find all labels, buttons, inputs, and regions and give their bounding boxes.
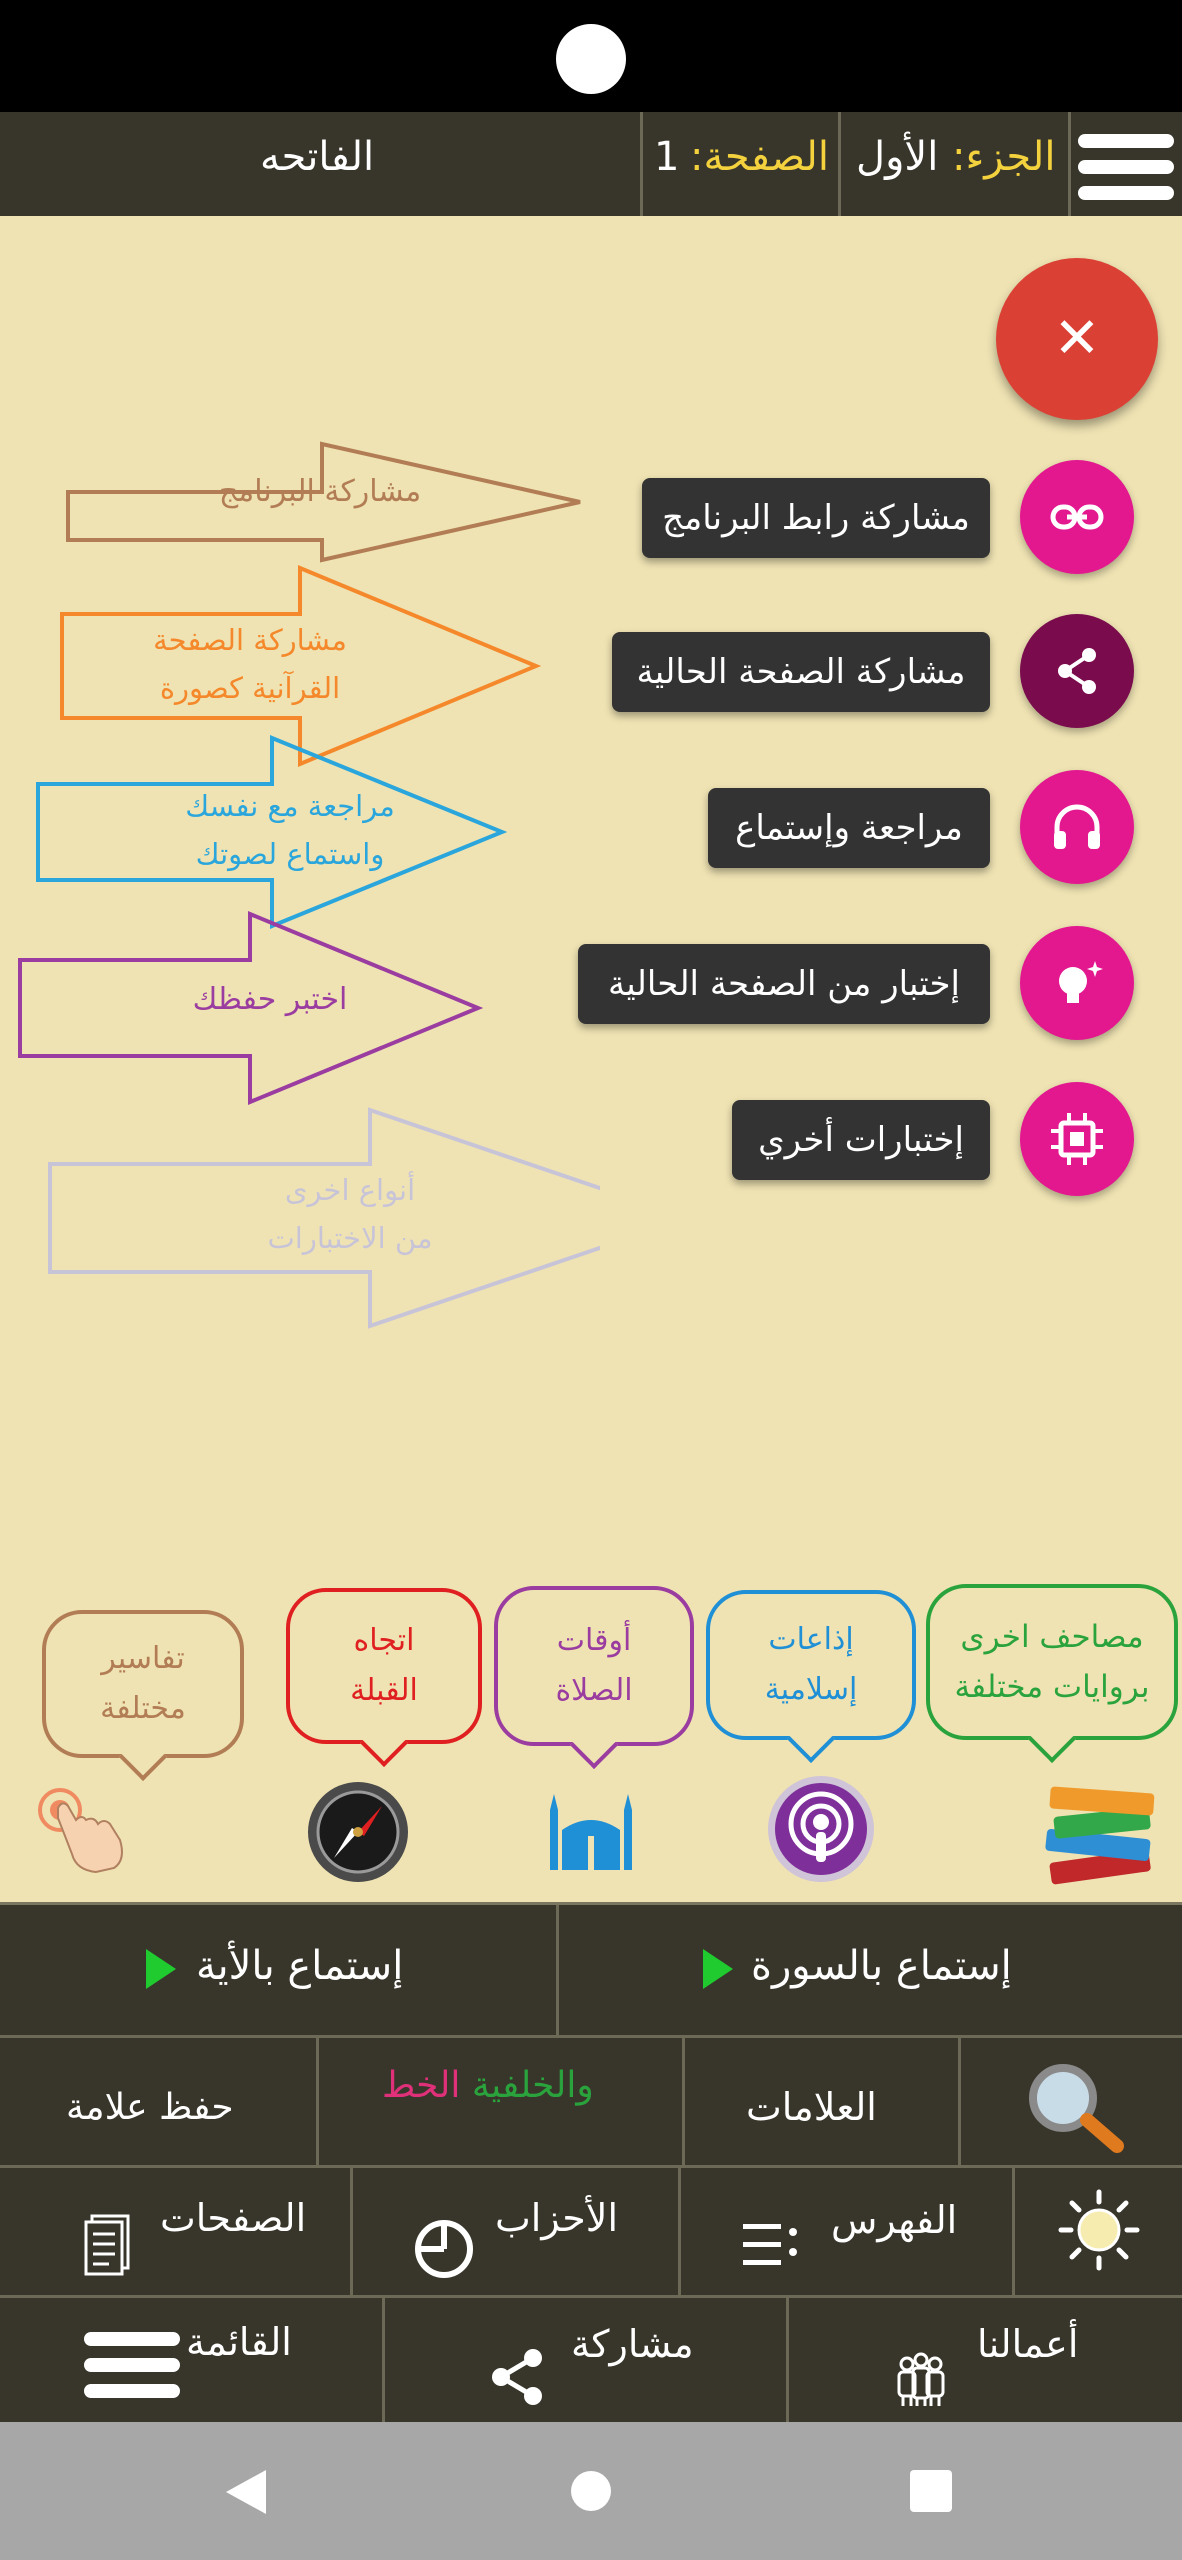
test-current-page-label[interactable]: إختبار من الصفحة الحالية: [578, 944, 990, 1024]
divider: [316, 2035, 319, 2165]
share-label: مشاركة: [571, 2322, 694, 2366]
hamburger-menu-icon[interactable]: [1078, 134, 1174, 212]
qibla-bubble[interactable]: [286, 1588, 482, 1744]
font-bg-label-pink: الخط: [382, 2065, 461, 2106]
menu-button[interactable]: [0, 2298, 382, 2425]
lightbulb-icon: [1047, 953, 1107, 1013]
juz-value[interactable]: الأول: [856, 134, 939, 180]
annotation-share-page: [90, 616, 410, 712]
pointing-hand-icon[interactable]: [36, 1784, 132, 1884]
podcast-icon[interactable]: [766, 1774, 876, 1884]
brightness-button[interactable]: [1015, 2168, 1182, 2295]
bubble-line: بروايات مختلفة: [954, 1669, 1150, 1705]
camera-cutout: [556, 24, 626, 94]
annotation-line: مراجعة مع نفسك: [185, 789, 395, 823]
bubble-line: الصلاة: [555, 1673, 633, 1708]
annotation-share-app: مشاركة البرنامج: [218, 474, 422, 509]
annotation-line: أنواع اخرى: [284, 1173, 416, 1207]
bubble-line: أوقات: [556, 1623, 632, 1658]
our-work-label: أعمالنا: [977, 2322, 1079, 2366]
bubble-line: القبلة: [350, 1673, 418, 1708]
hamburger-menu-icon: [84, 2332, 180, 2410]
menu-label: القائمة: [186, 2320, 292, 2364]
pages-label: الصفحات: [160, 2196, 307, 2240]
pie-chart-icon: [413, 2218, 475, 2280]
test-current-page-button[interactable]: [1020, 926, 1134, 1040]
top-bar: [0, 112, 1182, 216]
page-number[interactable]: 1: [654, 134, 680, 180]
close-fab-button[interactable]: [996, 258, 1158, 420]
status-bar: [0, 0, 1182, 112]
play-icon: [703, 1949, 733, 1989]
listen-ayah-button[interactable]: [0, 1905, 556, 2035]
list-icon: [743, 2222, 799, 2268]
font-bg-label-green: والخلفية: [471, 2065, 594, 2106]
bubble-line: مختلفة: [100, 1691, 186, 1726]
other-mushafs-bubble[interactable]: [926, 1584, 1178, 1740]
annotation-line: القرآنية كصورة: [159, 671, 341, 705]
share-icon: [489, 2346, 547, 2408]
recents-icon[interactable]: [908, 2468, 954, 2514]
bubble-line: إذاعات: [768, 1622, 854, 1657]
share-current-page-label[interactable]: مشاركة الصفحة الحالية: [612, 632, 990, 712]
play-icon: [146, 1949, 176, 1989]
annotation-line: واستماع لصوتك: [195, 837, 385, 871]
surah-name[interactable]: الفاتحه: [260, 134, 375, 180]
annotation-other-tests: [190, 1166, 510, 1262]
save-bookmark-button[interactable]: حفظ علامة: [66, 2087, 234, 2128]
close-icon: ✕: [1053, 306, 1101, 371]
index-button[interactable]: [681, 2168, 1012, 2295]
annotation-line: مشاركة الصفحة: [153, 623, 347, 657]
divider: [682, 2035, 685, 2165]
headphones-icon: [1047, 797, 1107, 857]
other-tests-label[interactable]: إختبارات أخري: [732, 1100, 990, 1180]
document-icon: [84, 2214, 134, 2276]
share-current-page-button[interactable]: [1020, 614, 1134, 728]
tafasir-bubble[interactable]: [42, 1610, 244, 1758]
prayer-times-bubble[interactable]: [494, 1586, 694, 1746]
annotation-line: من الاختبارات: [267, 1221, 433, 1255]
ahzab-label: الأحزاب: [495, 2196, 619, 2240]
books-icon[interactable]: [1036, 1776, 1166, 1886]
link-icon: [1047, 487, 1107, 547]
share-icon: [1047, 641, 1107, 701]
listen-surah-button[interactable]: [559, 1905, 1182, 2035]
divider: [1068, 112, 1071, 216]
back-icon[interactable]: [220, 2466, 272, 2518]
pages-button[interactable]: [0, 2168, 350, 2295]
home-icon[interactable]: [568, 2468, 614, 2514]
listen-ayah-label: إستماع بالأية: [196, 1943, 404, 1989]
our-work-button[interactable]: [789, 2298, 1182, 2425]
bottom-panel: [0, 1902, 1182, 2422]
bubble-line: تفاسير: [101, 1641, 185, 1676]
listen-surah-label: إستماع بالسورة: [751, 1943, 1012, 1989]
divider: [838, 112, 841, 216]
search-button[interactable]: [961, 2038, 1182, 2165]
share-app-link-label[interactable]: مشاركة رابط البرنامج: [642, 478, 990, 558]
juz-label: الجزء:: [952, 134, 1056, 180]
ahzab-button[interactable]: [353, 2168, 678, 2295]
page-label: الصفحة:: [690, 134, 829, 180]
bubble-line: إسلامية: [764, 1672, 858, 1707]
review-listen-button[interactable]: [1020, 770, 1134, 884]
bubble-line: مصاحف اخرى: [960, 1619, 1144, 1655]
system-nav-bar: [0, 2422, 1182, 2560]
share-app-link-button[interactable]: [1020, 460, 1134, 574]
mosque-icon[interactable]: [548, 1780, 634, 1870]
review-listen-label[interactable]: مراجعة وإستماع: [708, 788, 990, 868]
compass-icon[interactable]: [306, 1780, 410, 1884]
other-tests-button[interactable]: [1020, 1082, 1134, 1196]
islamic-radio-bubble[interactable]: [706, 1590, 916, 1740]
magnifier-icon: [1021, 2058, 1131, 2154]
share-button[interactable]: [385, 2298, 786, 2425]
people-icon: [893, 2350, 949, 2408]
index-label: الفهرس: [831, 2198, 958, 2242]
sun-icon: [1057, 2188, 1141, 2272]
divider: [640, 112, 643, 216]
bubble-line: اتجاه: [353, 1623, 415, 1658]
annotation-test: اختبر حفظك: [192, 982, 348, 1017]
annotation-review: [130, 782, 450, 878]
chip-icon: [1047, 1109, 1107, 1169]
bookmarks-button[interactable]: العلامات: [746, 2085, 877, 2129]
font-background-button[interactable]: [382, 2065, 594, 2106]
